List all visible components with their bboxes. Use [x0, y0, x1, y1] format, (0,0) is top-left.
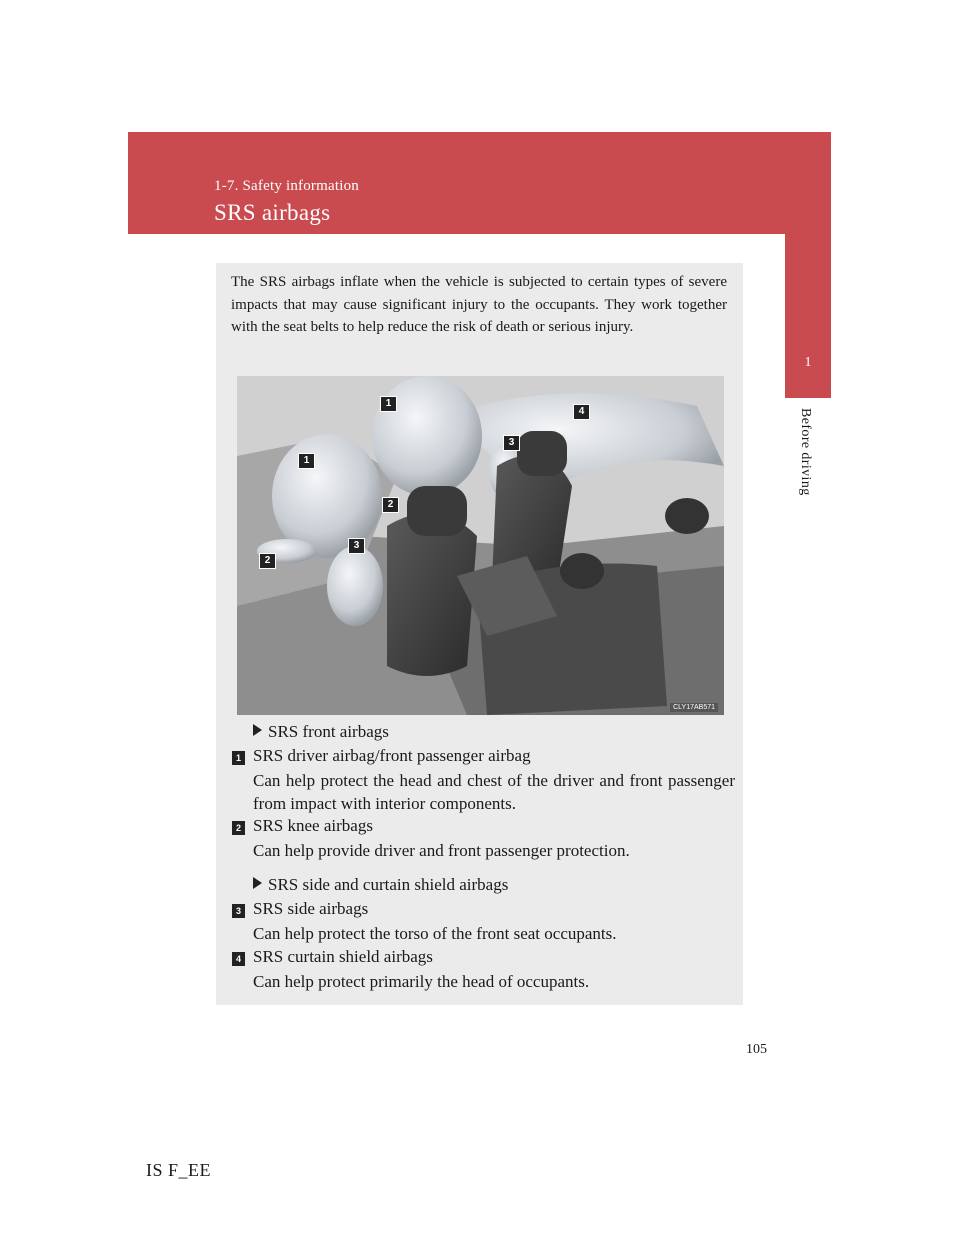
list-item	[232, 816, 732, 866]
car-interior-drawing	[237, 376, 724, 715]
arrow-icon	[253, 724, 262, 736]
figure-code: CLY17AB571	[670, 703, 718, 712]
group-heading-text: SRS side and curtain shield airbags	[268, 875, 509, 894]
arrow-icon	[253, 877, 262, 889]
callout-2-driver: 2	[260, 554, 275, 568]
passenger-airbag-shape	[372, 376, 482, 496]
chapter-number: 1	[804, 355, 812, 370]
list-item	[232, 947, 732, 995]
group-heading-side	[253, 875, 508, 895]
number-badge: 4	[232, 952, 245, 966]
chapter-tab[interactable]	[785, 234, 831, 398]
airbag-illustration	[237, 376, 724, 715]
number-badge: 1	[232, 751, 245, 765]
content-panel	[216, 263, 743, 1005]
item-description: Can help protect the torso of the front seat occupants.	[253, 924, 617, 943]
number-badge: 3	[232, 904, 245, 918]
page-number: 105	[746, 1042, 767, 1057]
document-code: IS F_EE	[146, 1160, 212, 1180]
callout-3-passenger: 3	[504, 436, 519, 450]
item-title: SRS knee airbags	[253, 816, 373, 835]
group-heading-front	[253, 722, 389, 742]
side-airbag-shape	[327, 546, 383, 626]
list-item	[232, 746, 735, 816]
callout-1-driver: 1	[299, 454, 314, 468]
item-title: SRS driver airbag/front passenger airbag	[253, 746, 531, 765]
section-header	[128, 132, 831, 234]
callout-2-passenger: 2	[383, 498, 398, 512]
item-title: SRS curtain shield airbags	[253, 947, 433, 966]
item-description: Can help provide driver and front passenger protection.	[253, 841, 630, 860]
item-description: Can help protect primarily the head of occupants.	[253, 972, 590, 991]
chapter-label	[797, 408, 821, 528]
item-title: SRS side airbags	[253, 899, 369, 918]
callout-3-driver: 3	[349, 539, 364, 553]
chapter-label-text: Before driving	[798, 408, 813, 496]
section-label: 1-7. Safety information	[214, 178, 359, 194]
number-badge: 2	[232, 821, 245, 835]
list-item	[232, 899, 732, 947]
group-heading-text: SRS front airbags	[268, 722, 389, 741]
item-description: Can help protect the head and chest of the driver and front passenger from impact with interior components.	[253, 771, 735, 813]
callout-4-curtain: 4	[574, 405, 589, 419]
callout-1-passenger: 1	[381, 397, 396, 411]
page-title: SRS airbags	[214, 200, 331, 225]
intro-paragraph: The SRS airbags inflate when the vehicle is subjected to certain types of severe impacts that may cause significant injury to the occupants. They work together with the seat belts to help reduce the risk of death or serious injury.	[231, 274, 727, 335]
driver-seat-shape	[387, 513, 477, 676]
